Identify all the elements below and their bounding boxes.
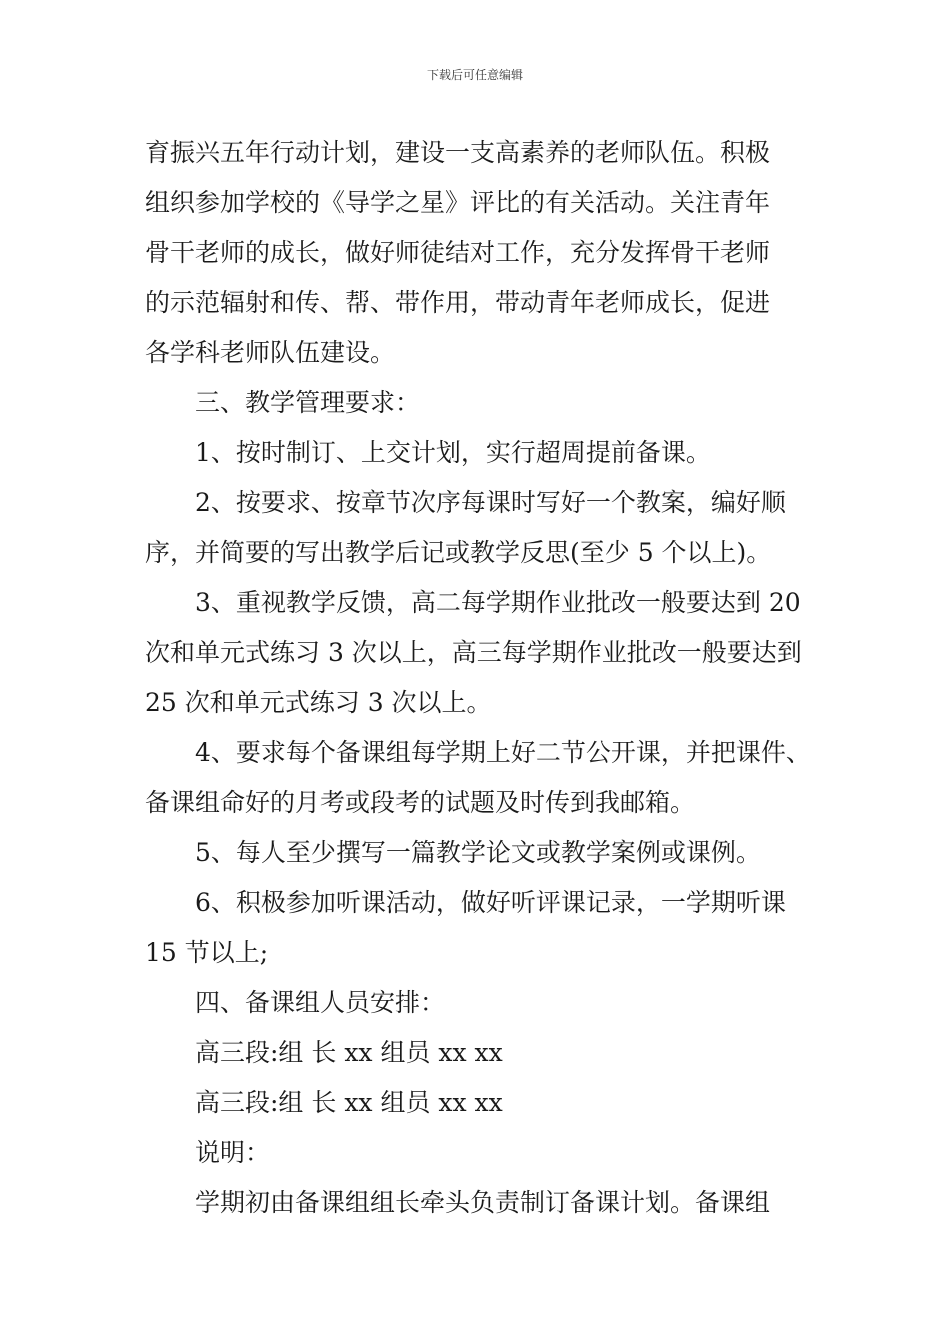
document-body: [145, 128, 825, 1228]
paragraph-line: 育振兴五年行动计划，建设一支高素养的老师队伍。积极: [145, 138, 771, 167]
page-header-note: 下载后可任意编辑: [426, 68, 523, 82]
paragraph-line: 的示范辐射和传、帮、带作用，带动青年老师成长，促进: [145, 288, 771, 317]
paragraph-line: 备课组命好的月考或段考的试题及时传到我邮箱。: [145, 788, 696, 817]
paragraph-line: 各学科老师队伍建设。: [145, 338, 396, 367]
paragraph-line: 三、教学管理要求：: [195, 388, 421, 417]
paragraph-line: 学期初由备课组组长牵头负责制订备课计划。备课组: [195, 1188, 771, 1217]
paragraph-line: 5、每人至少撰写一篇教学论文或教学案例或课例。: [195, 838, 761, 867]
paragraph-line: 15 节以上;: [145, 938, 269, 967]
paragraph-line: 3、重视教学反馈，高二每学期作业批改一般要达到 20: [195, 588, 801, 617]
paragraph-line: 25 次和单元式练习 3 次以上。: [145, 688, 492, 717]
paragraph-line: 高三段:组 长 xx 组员 xx xx: [195, 1038, 503, 1067]
paragraph-line: 高三段:组 长 xx 组员 xx xx: [195, 1088, 503, 1117]
paragraph-line: 骨干老师的成长，做好师徒结对工作，充分发挥骨干老师: [145, 238, 771, 267]
paragraph-line: 2、按要求、按章节次序每课时写好一个教案，编好顺: [195, 488, 786, 517]
paragraph-line: 次和单元式练习 3 次以上，高三每学期作业批改一般要达到: [145, 638, 802, 667]
paragraph-line: 四、备课组人员安排：: [195, 988, 446, 1017]
paragraph-line: 6、积极参加听课活动，做好听评课记录，一学期听课: [195, 888, 786, 917]
paragraph-line: 组织参加学校的《导学之星》评比的有关活动。关注青年: [145, 188, 771, 217]
paragraph-line: 说明：: [195, 1138, 271, 1167]
paragraph-line: 4、要求每个备课组每学期上好二节公开课，并把课件、: [195, 738, 811, 767]
paragraph-line: 1、按时制订、上交计划，实行超周提前备课。: [195, 438, 711, 467]
paragraph-line: 序，并简要的写出教学后记或教学反思(至少 5 个以上)。: [145, 538, 772, 567]
